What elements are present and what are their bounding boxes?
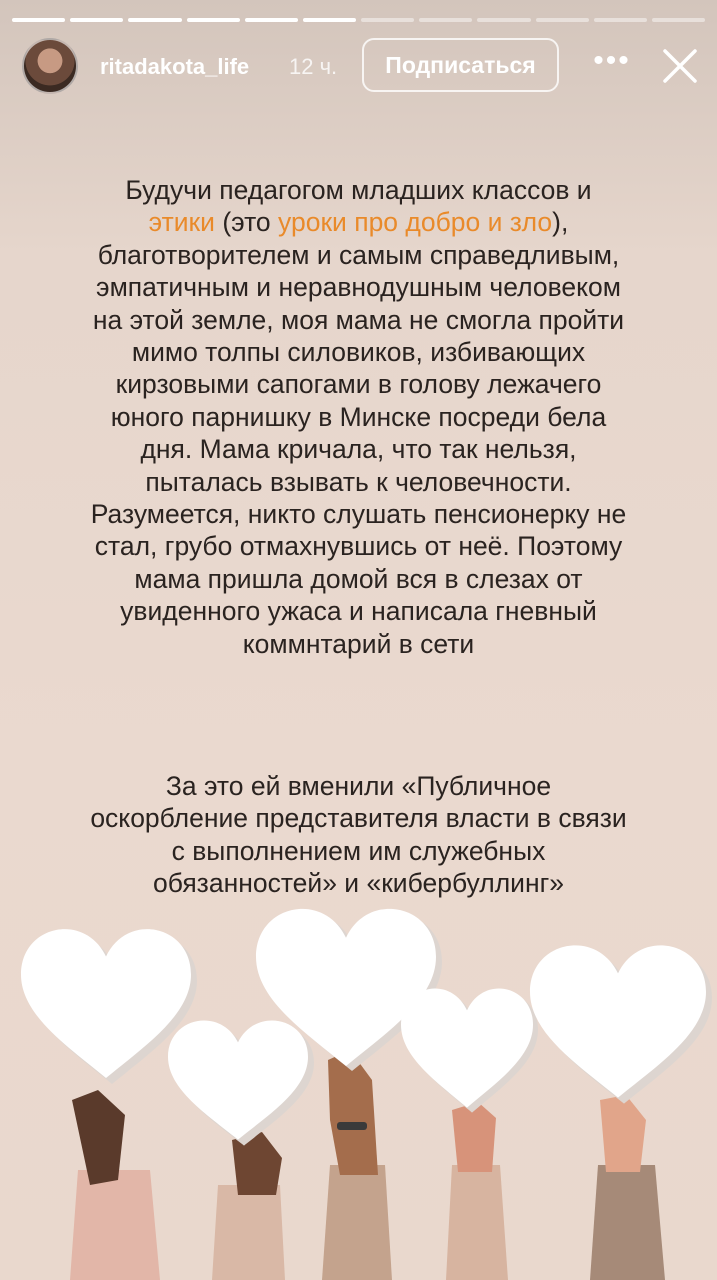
progress-segment	[361, 18, 414, 22]
progress-segment	[303, 18, 356, 22]
story-text-paragraph-2: За это ей вменили «Публичное оскорбление представителя власти в связи с выполнением им служебных обязанностей» и «кибербуллинг»	[90, 771, 627, 899]
hand-4	[452, 1102, 496, 1172]
username[interactable]: ritadakota_life	[100, 54, 250, 79]
hand-5	[600, 1095, 646, 1172]
hands-holding-hearts-illustration	[0, 900, 717, 1280]
story-text-paragraph-1	[90, 174, 627, 660]
arm-5	[590, 1165, 665, 1280]
arm-3	[322, 1165, 392, 1280]
subscribe-button[interactable]: Подписаться	[362, 38, 559, 92]
story-text-part: (это	[214, 207, 279, 238]
story-text-part: Будучи педагогом младших классов и	[125, 175, 592, 205]
progress-segment	[128, 18, 181, 22]
bracelet	[337, 1122, 367, 1130]
highlight-ethics: этики	[148, 207, 215, 238]
close-icon[interactable]	[660, 46, 700, 86]
progress-segment	[245, 18, 298, 22]
progress-segment	[477, 18, 530, 22]
progress-segment	[419, 18, 472, 22]
arm-1	[70, 1170, 160, 1280]
arm-4	[446, 1165, 508, 1280]
avatar[interactable]	[22, 38, 78, 94]
highlight-lessons: уроки про добро и зло	[278, 207, 553, 238]
progress-segment	[12, 18, 65, 22]
story-header	[0, 36, 717, 96]
more-options-icon[interactable]: •••	[593, 44, 631, 77]
story-progress-bar	[12, 18, 705, 22]
progress-segment	[536, 18, 589, 22]
progress-segment	[70, 18, 123, 22]
progress-segment	[187, 18, 240, 22]
progress-segment	[594, 18, 647, 22]
arm-2	[212, 1185, 285, 1280]
progress-segment	[652, 18, 705, 22]
post-time: 12 ч.	[289, 54, 338, 79]
story-text-part: ), благотворителем и самым справедливым, эмпатичным и неравнодушным человеком на этой земле, моя мама не смогла пройти мимо толпы силовиков, избивающих кирзовыми сапогами в голову лежачего юного парнишку в Минске посреди бела дня. Мама кричала, что так нельзя, пыталась взывать к человечности. Разумеется, никто слушать пенсионерку не стал, грубо отмахнувшись от неё. Поэтому мама пришла домой вся в слезах от увиденного ужаса и написала гневный коммнтарий в сети	[90, 207, 627, 659]
